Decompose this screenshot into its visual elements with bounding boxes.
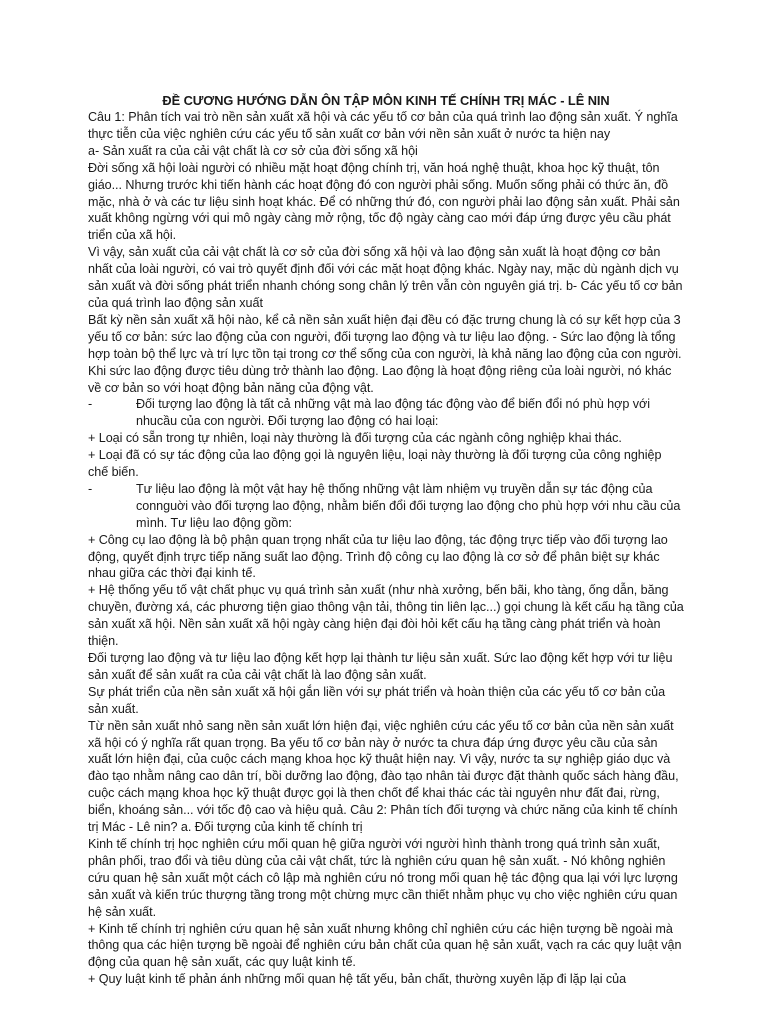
body-paragraph: Từ nền sản xuất nhỏ sang nền sản xuất lớn hiện đại, việc nghiên cứu các yếu tố cơ bản của nền sản xuất xã hội có ý nghĩa rất quan trọng. Ba yếu tố cơ bản này ở nước ta chưa đáp ứng được yêu cầu của sản xuất lớn hiện đại, của cuộc cách mạng khoa học kỹ thuật hiện nay. Vì vậy, nước ta sự nghiệp giáo dục và đào tạo nhằm nâng cao dân trí, bồi dưỡng lao động, đào tạo nhân tài được đặt thành quốc sách hàng đầu, cuộc cách mạng khoa học kỹ thuật được gọi là then chốt để khai thác các tài nguyên như đất đai, rừng, biển, khoáng sản... với tốc độ cao và hiệu quả. Câu 2: Phân tích đối tượng và chức năng của kinh tế chính trị Mác - Lê nin? a. Đối tượng của kinh tế chính trị bbox=[88, 718, 679, 835]
dash-marker: - bbox=[88, 397, 93, 412]
list-item: + Công cụ lao động là bộ phận quan trọng nhất của tư liệu lao động, tác động trực tiếp vào đối tượng lao động, quyết định trực tiếp năng suất lao động. Trình độ công cụ lao động là cơ sở để phân biệt sự khác nhau giữa các thời đại kinh tế. bbox=[88, 532, 668, 581]
list-item: + Loại có sẵn trong tự nhiên, loại này thường là đối tượng của các ngành công nghiệp khai thác. bbox=[88, 431, 622, 446]
body-paragraph: Kinh tế chính trị học nghiên cứu mối quan hệ giữa người với người hình thành trong quá trình sản xuất, phân phối, trao đổi và tiêu dùng của cải vật chất, tức là nghiên cứu quan hệ sản xuất. - Nó không nghiên cứu quan hệ sản xuất một cách cô lập mà nghiên cứu nó trong mối quan hệ tác động qua lại với lực lượng sản xuất và kiến trúc thượng tầng trong một chừng mực cần thiết nhằm phục vụ cho việc nghiên cứu quan hệ sản xuất. bbox=[88, 836, 678, 919]
dash-item bbox=[88, 481, 684, 532]
list-item: + Quy luật kinh tế phản ánh những mối quan hệ tất yếu, bản chất, thường xuyên lặp đi lặp lại của bbox=[88, 972, 627, 987]
dash-item-text: Tư liệu lao động là một vật hay hệ thống những vật làm nhiệm vụ truyền dẫn sự tác động của connguời vào đối tượng lao động, nhằm biến đổi đối tượng lao động cho phù hợp với nhu cầu của mình. Tư liệu lao động gồm: bbox=[136, 481, 681, 530]
dash-item-text: Đối tượng lao động là tất cả những vật mà lao động tác động vào để biến đổi nó phù hợp với nhucầu của con người. Đối tượng lao động có hai loại: bbox=[136, 397, 650, 429]
question-1-paragraph: Câu 1: Phân tích vai trò nền sản xuất xã hội và các yếu tố cơ bản của quá trình lao động sản xuất. Ý nghĩa thực tiễn của việc nghiên cứu các yếu tố sản xuất cơ bản với nền sản xuất ở nước ta hiện nay bbox=[88, 110, 678, 141]
list-item: + Kinh tế chính trị nghiên cứu quan hệ sản xuất nhưng không chỉ nghiên cứu các hiện tượng bề ngoài mà thông qua các hiện tượng bề ngoài để nghiên cứu bản chất của quan hệ sản xuất, vạch ra các quy luật vận động của quan hệ sản xuất, các quy luật kinh tế. bbox=[88, 921, 682, 970]
list-item: + Loại đã có sự tác động của lao động gọi là nguyên liệu, loại này thường là đối tượng của công nghiệp chế biến. bbox=[88, 448, 662, 480]
section-a-heading: a- Sản xuất ra của cải vật chất là cơ sở của đời sống xã hội bbox=[88, 143, 418, 158]
document-title: ĐỀ CƯƠNG HƯỚNG DẪN ÔN TẬP MÔN KINH TẾ CHÍNH TRỊ MÁC - LÊ NIN bbox=[162, 93, 610, 108]
body-paragraph: Bất kỳ nền sản xuất xã hội nào, kể cả nền sản xuất hiện đại đều có đặc trưng chung là có sự kết hợp của 3 yếu tố cơ bản: sức lao động của con người, đối tượng lao động và tư liệu lao động. - Sức lao động là tổng hợp toàn bộ thể lực và trí lực tồn tại trong cơ thể sống của con người, là khả năng lao động của con người. Khi sức lao động được tiêu dùng trở thành lao động. Lao động là hoạt động riêng của loài người, nó khác về cơ bản so với hoạt động bản năng của động vật. bbox=[88, 312, 682, 395]
body-paragraph: Đời sống xã hội loài người có nhiều mặt hoạt động chính trị, văn hoá nghệ thuật, khoa học kỹ thuật, tôn giáo... Nhưng trước khi tiến hành các hoạt động đó con người phải sống. Muốn sống phải có thức ăn, đồ mặc, nhà ở và các tư liệu sinh hoạt khác. Để có những thứ đó, con người phải lao động sản xuất. Phải sản xuất không ngừng với qui mô ngày càng mở rộng, tốc độ ngày càng cao mới đáp ứng được yêu cầu phát triển của xã hội. bbox=[88, 160, 680, 243]
document-page bbox=[88, 92, 684, 988]
dash-item bbox=[88, 396, 684, 430]
body-paragraph: Đối tượng lao động và tư liệu lao động kết hợp lại thành tư liệu sản xuất. Sức lao động kết hợp với tư liệu sản xuất để sản xuất ra của cải vật chất là lao động sản xuất. bbox=[88, 651, 673, 682]
body-paragraph: Sự phát triển của nền sản xuất xã hội gắn liền với sự phát triển và hoàn thiện của các yếu tố cơ bản của sản xuất. bbox=[88, 684, 666, 716]
body-paragraph: Vì vậy, sản xuất của cải vật chất là cơ sở của đời sống xã hội và lao động sản xuất là hoạt động cơ bản nhất của loài người, có vai trò quyết định đối với các mặt hoạt động khác. Ngày nay, mặc dù ngành dịch vụ sản xuất và đời sống phát triển nhanh chóng song chân lý trên vẫn còn nguyên giá trị. b- Các yếu tố cơ bản của quá trình lao động sản xuất bbox=[88, 245, 683, 310]
dash-marker: - bbox=[88, 481, 93, 496]
list-item: + Hệ thống yếu tố vật chất phục vụ quá trình sản xuất (như nhà xưởng, bến bãi, kho tàng, ống dẫn, băng chuyền, đường xá, các phương tiện giao thông vận tải, thông tin liên lạc...) gọi chung là kết cấu hạ tầng của sản xuất xã hội. Nền sản xuất xã hội ngày càng hiện đại đòi hỏi kết cấu hạ tầng càng phát triển và hoàn thiện. bbox=[88, 583, 684, 649]
